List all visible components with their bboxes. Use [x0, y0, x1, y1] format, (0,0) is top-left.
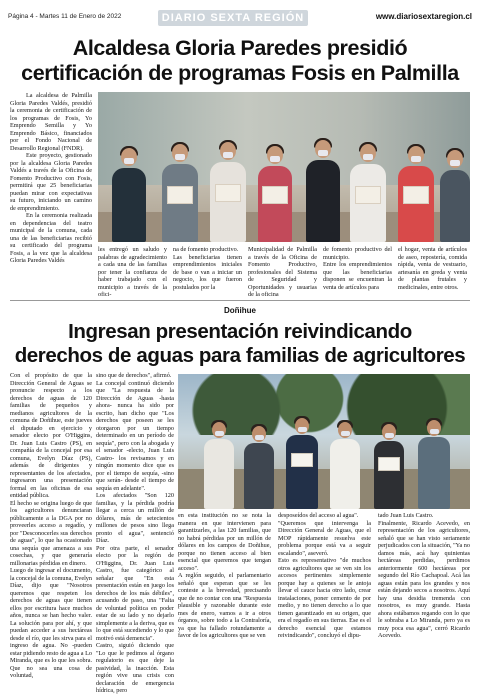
photo-person: [162, 164, 198, 242]
website-link[interactable]: www.diariosextaregion.cl: [375, 12, 472, 21]
article2-headline: [10, 320, 470, 368]
photo-person: [204, 439, 234, 509]
article1-lead-paragraph: Este proyecto, gestionado por la alcaldesa Gloria Paredes Valdés a través de la Oficina de Fomento Productivo con Fosis, permitirá que 25 beneficiarias puedan mirar con expectativas su futuro, iniciando un camino de emprendimiento.: [10, 152, 92, 212]
article2-column: Con el propósito de que la Dirección General de Aguas se pronuncie respecto a los derechos de aguas de 120 familias de pequeños y medianos agricultores de la comuna de Doñihue, este jueves el diputado en ejercicio y senador electo por O'Higgins, Dr. Juan Luis Castro (PS), en compañía de la concejal por esa comuna, Evelyn Díaz (PS), además de dirigentes y representantes de los afectados, ingresaron una presentación formal en las oficinas de esa entidad pública. El hecho se origina luego de que los agricultores denunciaran públicamente a la DGA por no proveerles acceso a regadío, y por "Desconocerles sus derechos de aguas", lo que ha ocasionado una sequía que amenaza a sus cosechas, y que generaría millonarias pérdidas en dinero. Luego de ingresar el documento, la concejal de la comuna, Evelyn Díaz, dijo que "Nosotros queremos que respeten los derechos de aguas que tienen ellos por escritura hace muchos años, nunca se han hecho valer. La solución para por ahí, y que puedan acceder a sus hectáreas desde el río, que les sirva para el ingreso de agua. No -pueden estar pidiendo resto de agua a Lo Miranda, que es lo que les sobra. Que no sea una cosa de voluntad,: [10, 372, 92, 679]
article2-column: desposeídos del acceso al agua". "Queremos que intervenga la Dirección General de Aguas, que el MOP rápidamente resuelva este problema porque está va a seguir escalando", aseveró. Esto es representativo "de muchos otros agricultores que se ven sin los accesos pertinentes simplemente porque hay a quienes se le antoja llevar el cauce hacia otro lado, crear instalaciones, poner cemento de por medio, y no tienen derecho a lo que tienen garantizado en su origen, que era el regadío en sus tierras. Ese es el derecho esencial que estamos reivindicando", concluyó el dipu-: [278, 512, 371, 639]
section-divider: [10, 300, 470, 301]
article1-columns: [98, 246, 470, 298]
photo-person: [418, 437, 450, 509]
page-label: Página 4 - Martes 11 de Enero de 2022: [8, 13, 122, 20]
article2-column: en esta institución no se nota la manera en que intervienen para garantizarles, a las 120 familias, que no habrá pérdidas por un millón de dólares en los campos de Doñihue, porque no tienen acceso al bien esencial que queremos que tengan acceso". A reglón seguido, el parlamentario señaló que esperan que se les conteste a la brevedad, precisando que de no contar con una "Respuesta plausible y razonable durante este mes de enero, vamos a ir a otros órganos, sobre todo a la Contraloría, ya que ha fallado rotundamente a favor de los agricultores que se ven: [178, 512, 271, 639]
article1-column: na de fomento productivo. Las beneficiarias tienen emprendimientos iniciales de base o van a iniciar un negocio, los que fueron postulados por la: [173, 246, 242, 291]
article2-headline-line1: Ingresan presentación reivindicando: [68, 320, 412, 343]
newspaper-banner: [158, 10, 308, 26]
photo-person: [398, 166, 434, 242]
article2-kicker: Doñihue: [224, 306, 256, 315]
article1-column: el hogar, venta de artículos de aseo, repostería, comida rápida, venta de vestuario, artesanía en greda y venta de plantas frutales y medicinales, entre otros.: [398, 246, 467, 291]
photo-person: [112, 168, 146, 242]
article2-photo: [178, 374, 470, 509]
article1-headline-line1: Alcaldesa Gloria Paredes presidió: [72, 36, 408, 60]
photo-person: [374, 441, 404, 509]
article1-column: Municipalidad de Palmilla a través de la Oficina de Fomento Productivo, profesionales del Sistema de Seguridad y Oportunidades y usuarias de la oficina: [248, 246, 317, 298]
article1-lead-paragraph: En la ceremonia realizada en dependencias del teatro municipal de la comuna, cada una de las beneficiarias recibió su certificado del programa Fosis, a la vez que la alcaldesa Gloria Paredes Valdés: [10, 212, 92, 264]
article1-lead-column: [10, 92, 92, 265]
article2-headline-line2: derechos de aguas para familias de agricultores: [14, 344, 466, 367]
photo-person: [440, 170, 470, 242]
newspaper-name: DIARIO SEXTA REGIÓN: [161, 12, 305, 24]
article1-column: les entregó un saludo y palabras de agradecimiento a cada una de las familias por tener la confianza de haber trabajado con el municipio a través de la ofici-: [98, 246, 167, 298]
photo-person: [330, 439, 360, 509]
photo-person: [244, 443, 274, 509]
page-header: [8, 8, 472, 32]
article1-photo: [98, 92, 470, 242]
article1-lead-paragraph: La alcaldesa de Palmilla Gloria Paredes Valdés, presidió la ceremonia de certificación de los programas de Fosis, Yo Emprendo Semilla y Yo Emprendo Básico, financiados por el Fondo Nacional de Desarrollo Regional (FNDR).: [10, 92, 92, 152]
article2-column: tado Juan Luis Castro. Finalmente, Ricardo Acevedo, en representación de los agricultores, señaló que se han visto seriamente perjudicados con la situación, "Ya no damos más, acá hay quinientas hectáreas perdidas, perdimos anteriormente 600 hectáreas por segundo del Río Cachapoal. Acá las aguas están para los grandes y nos están dejando secos a nosotros. Aquí hay una desidia tremenda con nosotros, es muy grande. Hasta ahora estábamos regando con lo que le sobraba a Lo Miranda, pero ya es muy poca esa agua", cerró Ricardo Acevedo.: [378, 512, 470, 639]
photo-person: [350, 164, 386, 242]
photo-person: [210, 162, 246, 242]
article1-headline: [10, 36, 470, 86]
photo-person: [306, 160, 340, 242]
article1-headline-line2: certificación de programas Fosis en Palmilla: [21, 61, 459, 85]
photo-person: [258, 166, 292, 242]
article2-column: sino que de derechos", afirmó. La concejal continuó diciendo que "La respuesta de la Dirección de Aguas -hasta ahora- nunca ha sido por escrito, han dicho que "Los derechos que poseen se les otorgaron por un tiempo determinado en un período de sequía", pero con la abogada y el senador -electo, Juan Luis Castro- los revisamos y en ningún momento dice que es por el tiempo de sequía, -sino que serán- desde el tiempo de sequía en adelante". Los afectados "Son 120 familias, y la pérdida podría llegar a cerca un millón de dólares, más de setecientos millones de pesos sino llega pronto el agua", sentenció Díaz. Por otra parte, el senador electo por la región de O'Higgins, Dr. Juan Luis Castro, fue categórico al señalar que "En esta presentación están en juego los derechos de los más débiles", acusando de paso, una "Falta de voluntad política en poder estar de su lado y no dejarlo simplemente a la deriva, que es lo que está sucediendo y lo que motivó está demencia". Castro, siguió diciendo que "Lo que le pedimos al órgano regulatorio es que deje la pasividad, la inacción. Esta región vive una crisis con declaración de emergencia hídrica, pero: [96, 372, 174, 694]
photo-person: [286, 435, 318, 509]
article1-column: de fomento productivo del municipio. Entre los emprendimientos que las beneficiarias disponen se encuentran la venta de artículos para: [323, 246, 392, 291]
